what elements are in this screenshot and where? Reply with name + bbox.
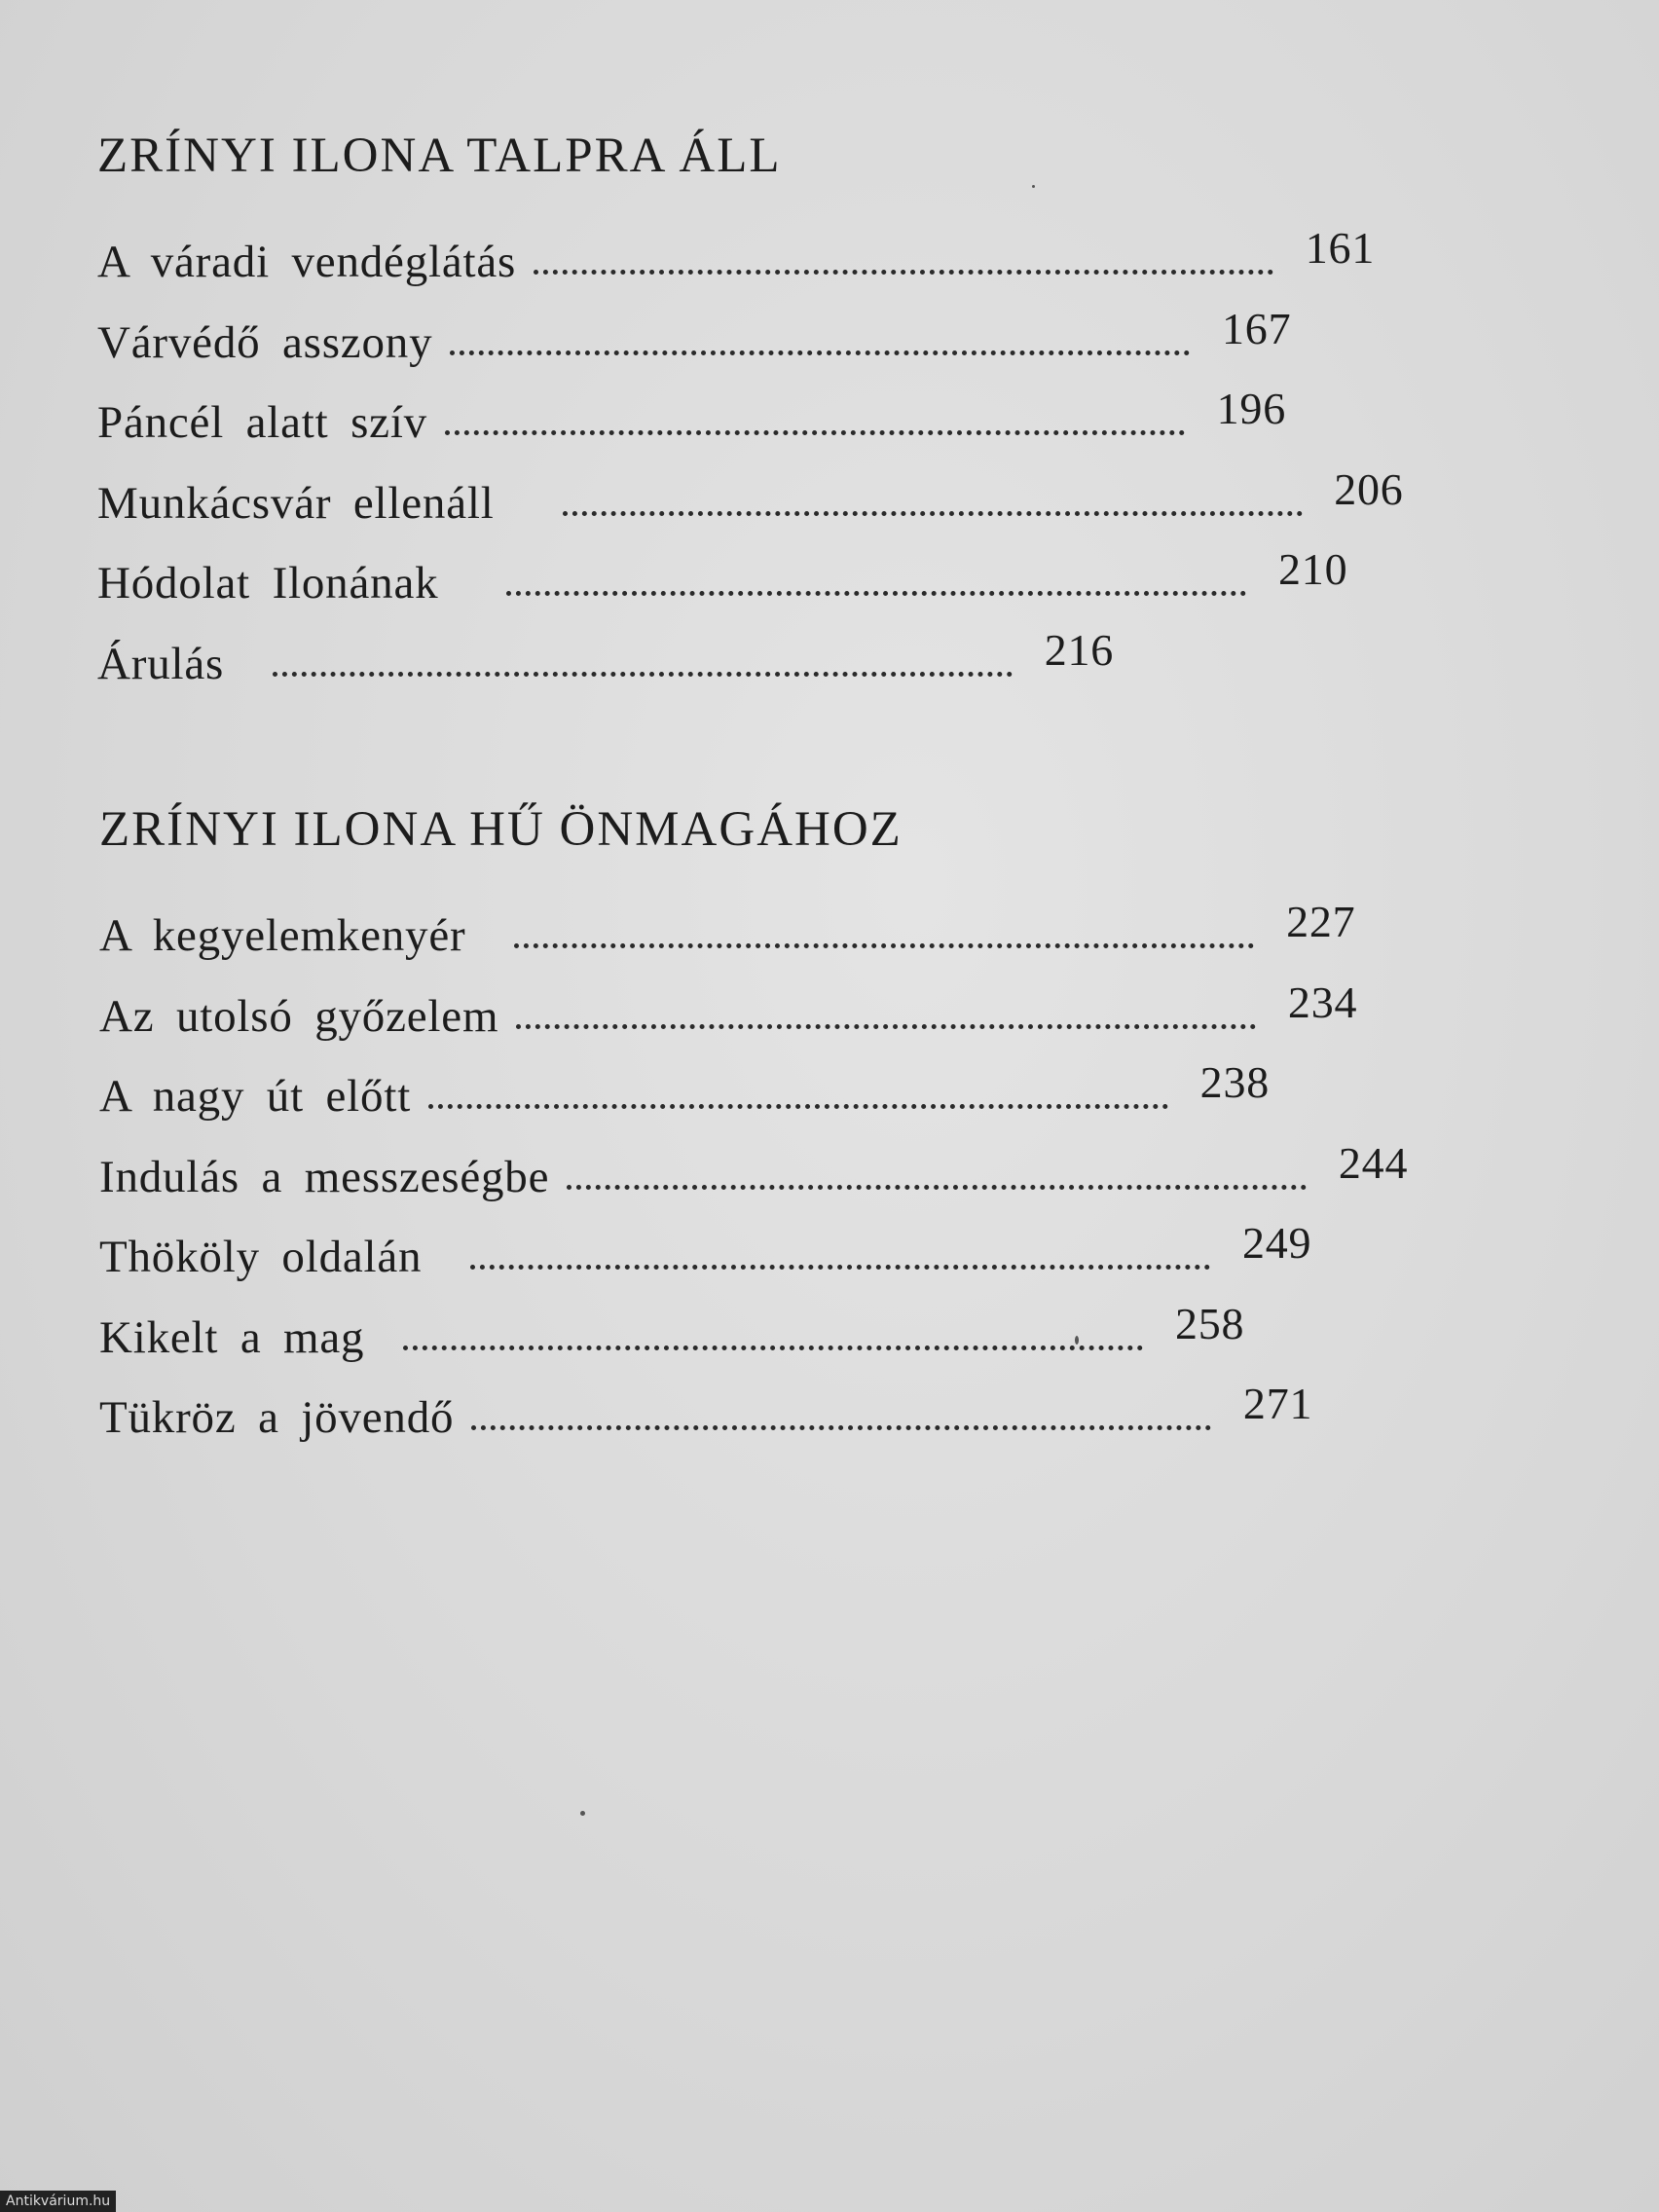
paper-speck bbox=[580, 1811, 585, 1816]
entry-page: 161 bbox=[1305, 223, 1376, 273]
leader-dots bbox=[534, 270, 1273, 275]
section-title: ZRÍNYI ILONA HŰ ÖNMAGÁHOZ bbox=[99, 802, 903, 857]
leader-dots bbox=[428, 1104, 1168, 1109]
entry-title: Várvédő asszony bbox=[97, 316, 433, 368]
entry-title: Thököly oldalán bbox=[99, 1232, 423, 1282]
entry-title: A váradi vendéglátás bbox=[97, 237, 517, 287]
leader-dots bbox=[516, 1024, 1256, 1029]
leader-dots bbox=[514, 943, 1254, 948]
paper-speck bbox=[1032, 185, 1035, 188]
toc-section bbox=[99, 800, 1472, 1472]
leader-dots bbox=[563, 511, 1303, 516]
entry-title: A nagy út előtt bbox=[99, 1071, 412, 1122]
toc-list bbox=[97, 223, 1470, 718]
toc-entry bbox=[99, 1218, 1472, 1311]
entry-page: 249 bbox=[1241, 1218, 1312, 1268]
entry-page: 210 bbox=[1278, 544, 1348, 594]
toc-entry bbox=[99, 1057, 1472, 1151]
entry-title: Páncél alatt szív bbox=[97, 397, 427, 448]
entry-title: Árulás bbox=[97, 638, 225, 689]
entry-title: Indulás a messzeségbe bbox=[99, 1151, 550, 1202]
entry-title: Az utolsó győzelem bbox=[99, 990, 499, 1042]
toc-entry bbox=[97, 384, 1470, 477]
paper-speck bbox=[1075, 1336, 1079, 1345]
leader-dots bbox=[567, 1185, 1307, 1190]
entry-page: 258 bbox=[1174, 1298, 1245, 1348]
entry-page: 271 bbox=[1242, 1379, 1313, 1428]
leader-dots bbox=[470, 1265, 1210, 1270]
toc-list bbox=[99, 897, 1472, 1472]
toc-entry bbox=[99, 897, 1472, 990]
entry-title: Hódolat Ilonának bbox=[97, 558, 439, 608]
toc-entry bbox=[99, 1379, 1472, 1472]
entry-title: A kegyelemkenyér bbox=[99, 910, 466, 961]
toc-section bbox=[97, 127, 1470, 718]
entry-page: 238 bbox=[1199, 1057, 1271, 1107]
entry-page: 167 bbox=[1221, 303, 1292, 353]
leader-dots bbox=[403, 1346, 1143, 1350]
toc-entry bbox=[97, 544, 1470, 638]
entry-page: 206 bbox=[1334, 463, 1404, 514]
entry-page: 216 bbox=[1044, 624, 1115, 675]
entry-page: 244 bbox=[1338, 1137, 1409, 1188]
entry-title: Munkácsvár ellenáll bbox=[97, 477, 495, 529]
section-title: ZRÍNYI ILONA TALPRA ÁLL bbox=[97, 129, 782, 183]
leader-dots bbox=[445, 430, 1185, 435]
entry-page: 227 bbox=[1286, 897, 1356, 946]
leader-dots bbox=[471, 1425, 1211, 1430]
leader-dots bbox=[450, 350, 1190, 355]
leader-dots bbox=[273, 672, 1013, 677]
leader-dots bbox=[506, 591, 1246, 596]
entry-title: Kikelt a mag bbox=[99, 1311, 365, 1363]
watermark-label: Antikvárium.hu bbox=[0, 2191, 116, 2212]
entry-page: 196 bbox=[1216, 384, 1286, 433]
toc-entry bbox=[97, 624, 1470, 719]
entry-page: 234 bbox=[1287, 977, 1358, 1027]
entry-title: Tükröz a jövendő bbox=[99, 1392, 455, 1443]
